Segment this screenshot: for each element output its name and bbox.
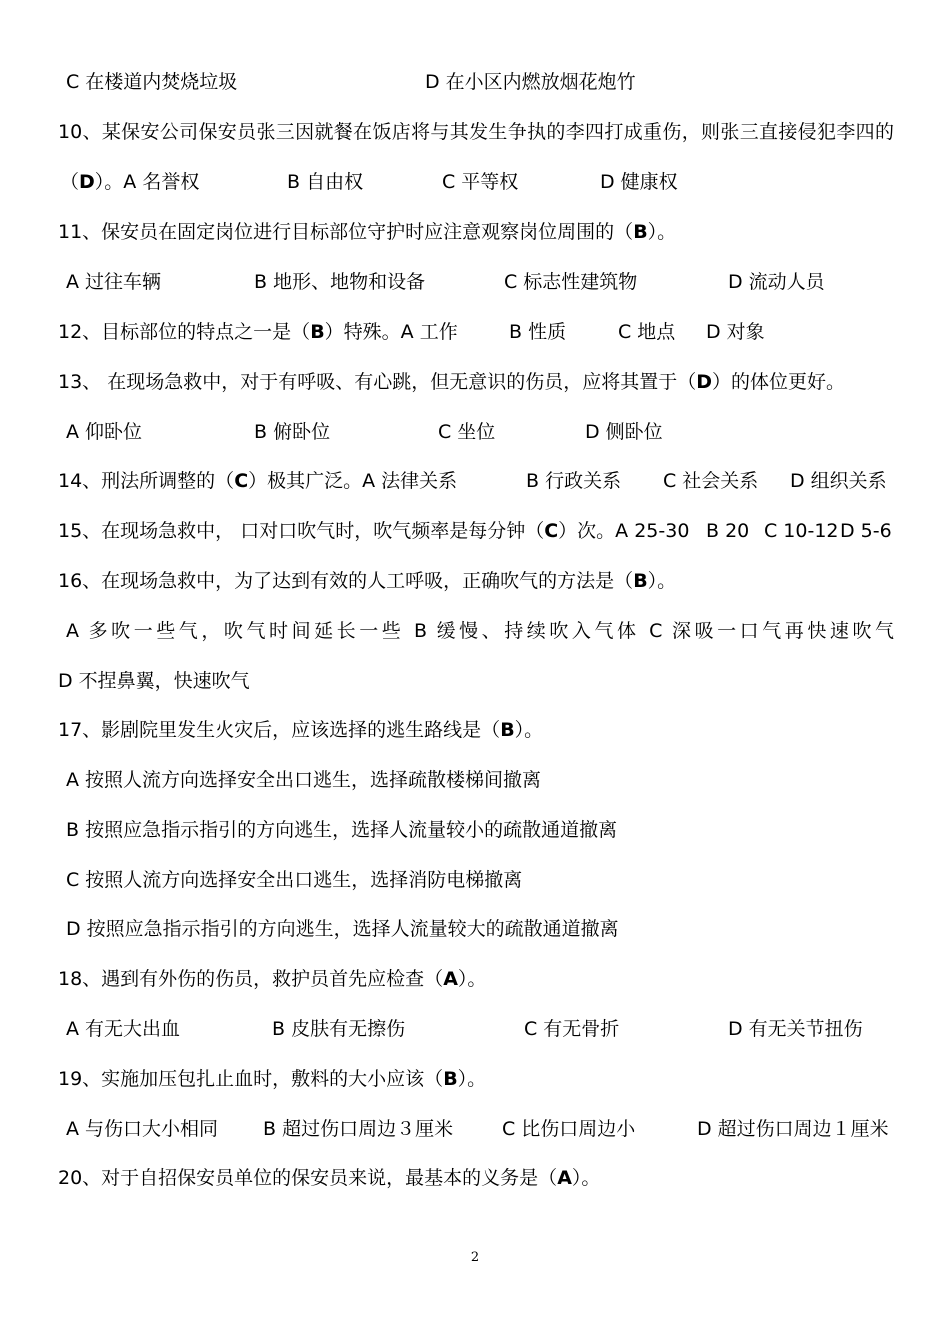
question-13	[58, 367, 894, 397]
option-a: A 与伤口大小相同	[66, 1118, 219, 1140]
question-text-group	[58, 466, 457, 496]
answer: D	[696, 371, 712, 393]
question-10-answer-line	[58, 167, 894, 197]
answer: B	[633, 221, 648, 243]
paren-open: （	[60, 171, 80, 193]
answer: A	[557, 1167, 572, 1189]
option-d: D 5-6	[840, 520, 892, 542]
question-17	[58, 715, 894, 745]
question-text: 11、保安员在固定岗位进行目标部位守护时应注意观察岗位周围的（	[58, 221, 634, 243]
question-text-end: ）的体位更好。	[712, 371, 846, 393]
option-d: D 对象	[706, 321, 765, 343]
question-text-end: ）。	[457, 968, 487, 990]
option-c: C 比伤口周边小	[502, 1118, 636, 1140]
option-c: C 在楼道内焚烧垃圾	[66, 71, 238, 93]
option-d: D 侧卧位	[585, 421, 663, 443]
question-text-end: ）。	[647, 570, 677, 592]
question-16	[58, 566, 894, 596]
answer: C	[544, 520, 559, 542]
answer: D	[79, 171, 95, 193]
option-c: C 有无骨折	[524, 1018, 620, 1040]
option-d: D 有无关节扭伤	[728, 1018, 863, 1040]
option-b: B 地形、地物和设备	[254, 271, 426, 293]
question-text: 12、目标部位的特点之一是（	[58, 321, 311, 343]
question-text-end: ）次。A 25-30	[558, 520, 690, 542]
question-text-end: ）特殊。A 工作	[324, 321, 458, 343]
option-c: C 坐位	[438, 421, 496, 443]
question-text: 19、实施加压包扎止血时，敷料的大小应该（	[58, 1068, 444, 1090]
question-text: 16、在现场急救中，为了达到有效的人工呼吸，正确吹气的方法是（	[58, 570, 634, 592]
option-b: B 性质	[509, 321, 567, 343]
option-a: A 有无大出血	[66, 1018, 181, 1040]
answer: B	[633, 570, 648, 592]
option-b: B 超过伤口周边３厘米	[263, 1118, 454, 1140]
answer: B	[500, 719, 515, 741]
question-text-end: ）。	[514, 719, 544, 741]
option-c: C 标志性建筑物	[504, 271, 638, 293]
option-d: D 组织关系	[790, 470, 887, 492]
question-11-options	[58, 267, 894, 297]
option-a: A 过往车辆	[66, 271, 162, 293]
question-15	[58, 516, 894, 546]
question-11	[58, 217, 894, 247]
question-10-answer-group	[60, 167, 199, 197]
question-20	[58, 1163, 894, 1193]
option-d: D 在小区内燃放烟花炮竹	[425, 71, 636, 93]
answer: B	[443, 1068, 458, 1090]
option-b: B 俯卧位	[254, 421, 331, 443]
option-d: D 超过伤口周边１厘米	[697, 1118, 889, 1140]
question-text: 18、遇到有外伤的伤员，救护员首先应检查（	[58, 968, 444, 990]
option-c: C 地点	[618, 321, 676, 343]
option-d: D 流动人员	[728, 271, 825, 293]
question-13-options	[58, 417, 894, 447]
question-19	[58, 1064, 894, 1094]
question-text: 20、对于自招保安员单位的保安员来说，最基本的义务是（	[58, 1167, 558, 1189]
question-19-options	[58, 1114, 894, 1144]
options-line	[58, 67, 894, 97]
answer: A	[443, 968, 458, 990]
answer: B	[310, 321, 325, 343]
question-text: 17、影剧院里发生火灾后，应该选择的逃生路线是（	[58, 719, 501, 741]
question-text-end: ）极其广泛。A 法律关系	[248, 470, 458, 492]
option-b: B 20	[706, 520, 750, 542]
question-17-option-c: C 按照人流方向选择安全出口逃生，选择消防电梯撤离	[66, 869, 523, 891]
question-16-option-d: D 不捏鼻翼，快速吹气	[58, 670, 250, 692]
question-text: 13、 在现场急救中，对于有呼吸、有心跳，但无意识的伤员，应将其置于（	[58, 371, 697, 393]
question-10-text: 10、某保安公司保安员张三因就餐在饭店将与其发生争执的李四打成重伤，则张三直接侵犯李四的	[58, 121, 894, 143]
page-number: 2	[470, 1250, 480, 1265]
question-14	[58, 466, 894, 496]
option-b: B 行政关系	[526, 470, 622, 492]
answer: C	[234, 470, 249, 492]
question-18	[58, 964, 894, 994]
option-c: C 10-12	[764, 520, 839, 542]
question-18-options	[58, 1014, 894, 1044]
paren-close-and-option-a: ）。A 名誉权	[94, 171, 200, 193]
question-17-option-a: A 按照人流方向选择安全出口逃生，选择疏散楼梯间撤离	[66, 769, 542, 791]
question-text-end: ）。	[457, 1068, 487, 1090]
option-b: B 自由权	[287, 171, 364, 193]
option-a: A 仰卧位	[66, 421, 143, 443]
question-text-end: ）。	[571, 1167, 601, 1189]
question-17-option-d: D 按照应急指示指引的方向逃生，选择人流量较大的疏散通道撤离	[66, 918, 619, 940]
question-text-group	[58, 516, 689, 546]
question-text-end: ）。	[647, 221, 677, 243]
question-17-option-b: B 按照应急指示指引的方向逃生，选择人流量较小的疏散通道撤离	[66, 819, 618, 841]
question-12	[58, 317, 894, 347]
option-b: B 皮肤有无擦伤	[272, 1018, 406, 1040]
option-c: C 社会关系	[663, 470, 759, 492]
question-16-options-abc: A 多吹一些气，吹气时间延长一些 B 缓慢、持续吹入气体 C 深吸一口气再快速吹气	[66, 620, 894, 642]
option-d: D 健康权	[600, 171, 678, 193]
question-text-group	[58, 317, 458, 347]
question-text: 15、在现场急救中， 口对口吹气时，吹气频率是每分钟（	[58, 520, 545, 542]
option-c: C 平等权	[442, 171, 519, 193]
question-text: 14、刑法所调整的（	[58, 470, 235, 492]
